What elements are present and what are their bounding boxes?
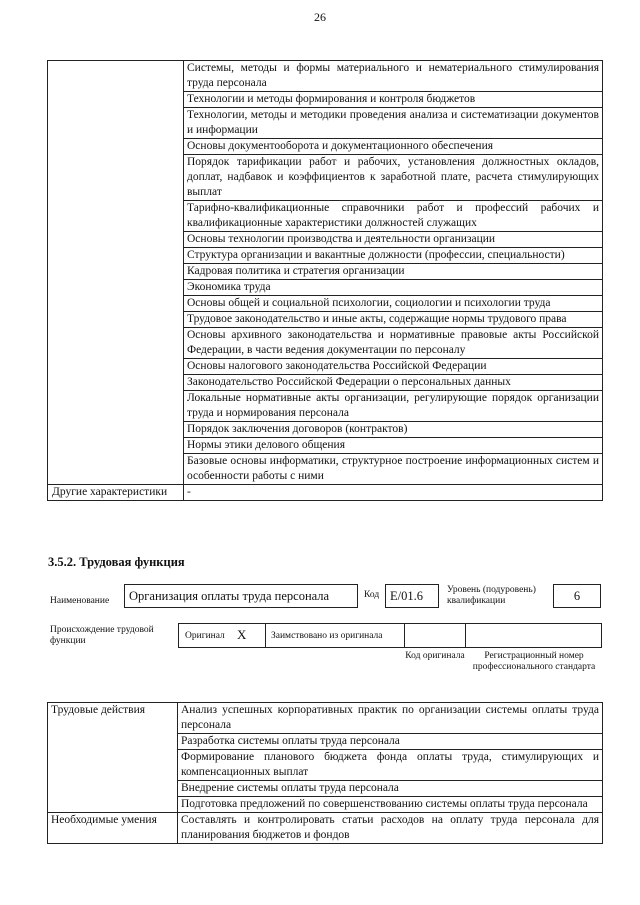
knowledge-item: Основы общей и социальной психологии, социологии и психологии труда [184,296,603,312]
knowledge-item: Порядок заключения договоров (контрактов) [184,422,603,438]
knowledge-item: Основы документооборота и документационного обеспечения [184,139,603,155]
knowledge-item: Кадровая политика и стратегия организации [184,264,603,280]
knowledge-item: Основы технологии производства и деятельности организации [184,232,603,248]
name-label: Наименование [50,596,110,606]
code-caption: Код оригинала [405,651,465,661]
action-item: Разработка системы оплаты труда персонала [178,734,603,750]
knowledge-item: Технологии, методы и методики проведения анализа и систематизации документов и информации [184,108,603,139]
actions-label: Трудовые действия [48,703,178,813]
code-value: E/01.6 [390,589,423,603]
original-label: Оригинал [185,631,225,641]
table-row [48,61,603,92]
skills-label: Необходимые умения [48,813,178,844]
other-label: Другие характеристики [48,485,184,501]
knowledge-item: Локальные нормативные акты организации, регулирующие порядок организации труда и нормирования персонала [184,391,603,422]
action-item: Анализ успешных корпоративных практик по организации системы оплаты труда персонала [178,703,603,734]
table-row [48,703,603,734]
knowledge-item: Нормы этики делового общения [184,438,603,454]
knowledge-item: Технологии и методы формирования и контроля бюджетов [184,92,603,108]
page-number: 26 [314,10,326,24]
function-name-box [124,584,358,608]
action-item: Подготовка предложений по совершенствованию системы оплаты труда персонала [178,797,603,813]
knowledge-item: Структура организации и вакантные должности (профессии, специальности) [184,248,603,264]
knowledge-item: Трудовое законодательство и иные акты, содержащие нормы трудового права [184,312,603,328]
knowledge-item: Законодательство Российской Федерации о персональных данных [184,375,603,391]
action-item: Внедрение системы оплаты труда персонала [178,781,603,797]
function-name-value: Организация оплаты труда персонала [129,589,330,603]
level-label: Уровень (подуровень) квалификации [447,585,536,606]
origin-label: Происхождение трудовой функции [50,625,154,646]
knowledge-item: Порядок тарификации работ и рабочих, установления должностных окладов, доплат, надбавок и коэффициентов к заработной плате, расчета стимулирующих выплат [184,155,603,201]
knowledge-item: Тарифно-квалификационные справочники работ и профессий рабочих и квалификационные характеристики должностей служащих [184,201,603,232]
borrowed-label: Заимствовано из оригинала [271,631,383,641]
other-value: - [184,485,603,501]
knowledge-item: Основы налогового законодательства Российской Федерации [184,359,603,375]
origin-code-cell [404,623,466,648]
knowledge-item: Системы, методы и формы материального и нематериального стимулирования труда персонала [184,61,603,92]
level-box [553,584,601,608]
table-row [48,485,603,501]
action-item: Формирование планового бюджета фонда оплаты труда, стимулирующих и компенсационных выплат [178,750,603,781]
level-value: 6 [573,589,581,603]
knowledge-table [47,60,603,501]
knowledge-label-cell [48,61,184,485]
borrowed-cell [265,623,405,648]
table-row [48,813,603,844]
original-cell [178,623,266,648]
knowledge-item: Основы архивного законодательства и нормативные правовые акты Российской Федерации, в части ведения документации по персоналу [184,328,603,359]
reg-caption: Регистрационный номер профессионального стандарта [472,651,596,672]
skill-item: Составлять и контролировать статьи расходов на оплату труда персонала для планирования бюджетов и фондов [178,813,603,844]
knowledge-item: Базовые основы информатики, структурное построение информационных систем и особенности работы с ними [184,454,603,485]
code-box [385,584,439,608]
knowledge-item: Экономика труда [184,280,603,296]
original-mark: X [237,627,247,642]
actions-table [47,702,603,844]
section-heading: 3.5.2. Трудовая функция [48,555,185,569]
origin-reg-cell [465,623,602,648]
code-label: Код [364,590,380,600]
